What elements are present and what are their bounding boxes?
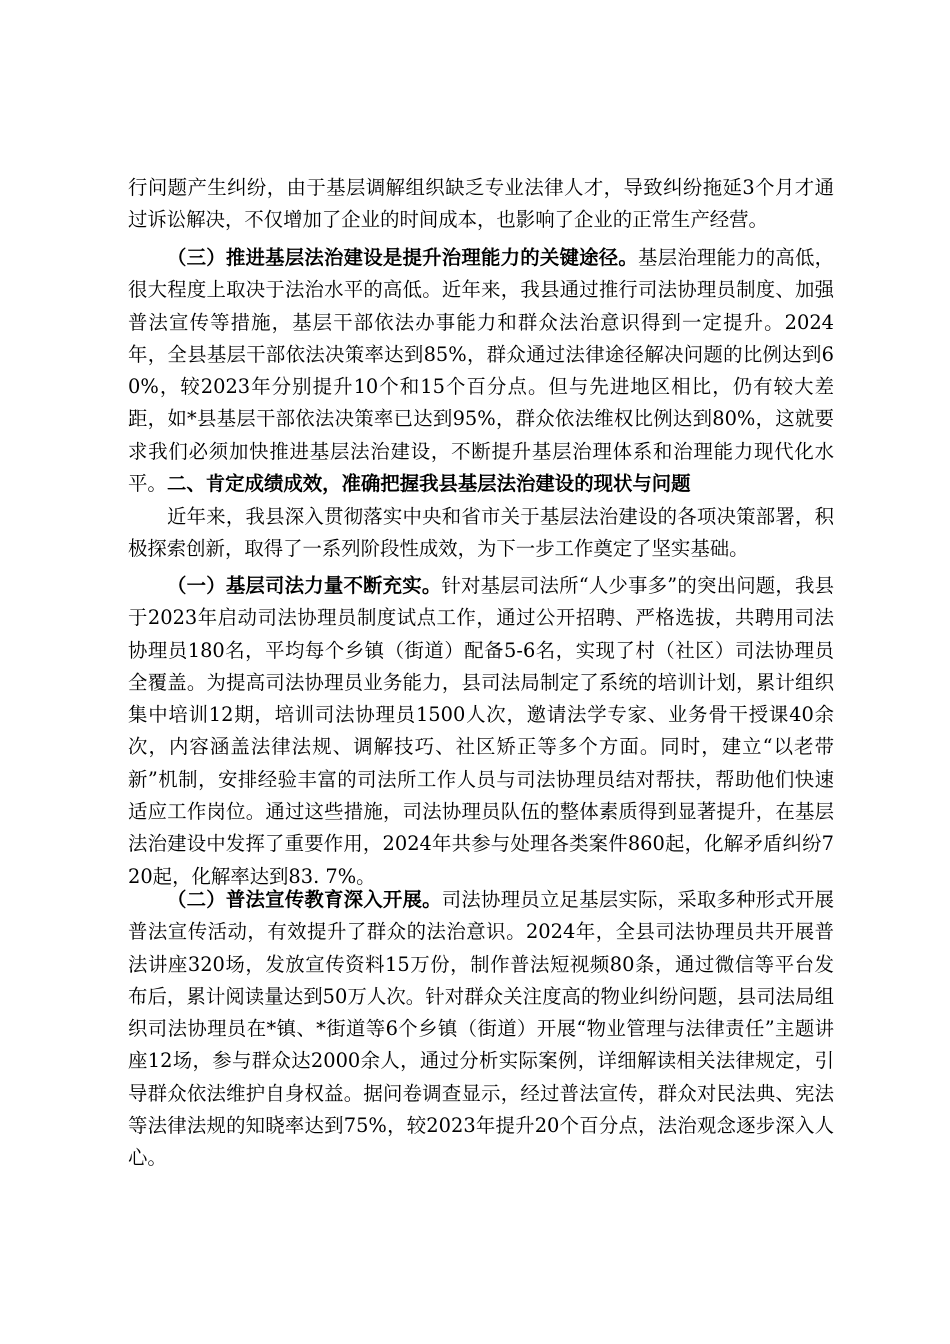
paragraph-text: 司法协理员立足基层实际，采取多种形式开展普法宣传活动，有效提升了群众的法治意识。2024年，全县司法协理员共开展普法讲座320场，发放宣传资料15万份，制作普法短视频80条，通过微信等平台发布后，累计阅读量达到50万人次。针对群众关注度高的物业纠纷问题，县司法局组织司法协理员在*镇、*街道等6个乡镇（街道）开展“物业管理与法律责任”主题讲座12场，参与群众达2000余人，通过分析实际案例，详细解读相关法律规定，引导群众依法维护自身权益。据问卷调查显示，经过普法宣传，群众对民法典、宪法等法律法规的知晓率达到75%，较2023年提升20个百分点，法治观念逐步深入人心。 [128, 888, 835, 1170]
paragraph-intro [128, 501, 834, 566]
chapter-heading: 二、肯定成绩成效，准确把握我县基层法治建设的现状与问题 [167, 472, 691, 495]
paragraph-text: 针对基层司法所“人少事多”的突出问题，我县于2023年启动司法协理员制度试点工作，通过公开招聘、严格选拔，共聘用司法协理员180名，平均每个乡镇（街道）配备5-6名，实现了村（社区）司法协理员全覆盖。为提高司法协理员业务能力，县司法局制定了系统的培训计划，累计组织集中培训12期，培训司法协理员1500人次，邀请法学专家、业务骨干授课40余次，内容涵盖法律法规、调解技巧、社区矫正等多个方面。同时，建立“以老带新”机制，安排经验丰富的司法所工作人员与司法协理员结对帮扶，帮助他们快速适应工作岗位。通过这些措施，司法协理员队伍的整体素质得到显著提升，在基层法治建设中发挥了重要作用，2024年共参与处理各类案件860起，化解矛盾纠纷720起，化解率达到83. 7%。 [128, 574, 834, 888]
paragraph-subsection-2 [128, 884, 834, 1175]
paragraph-continuation [128, 172, 834, 237]
section-lead-heading: （一）基层司法力量不断充实。 [167, 574, 442, 597]
section-lead-heading: （二）普法宣传教育深入开展。 [167, 888, 442, 911]
paragraph-section-3 [128, 242, 834, 500]
section-lead-heading: （三）推进基层法治建设是提升治理能力的关键途径。 [167, 246, 638, 269]
paragraph-subsection-1 [128, 570, 834, 893]
paragraph-text: 近年来，我县深入贯彻落实中央和省市关于基层法治建设的各项决策部署，积极探索创新，取得了一系列阶段性成效，为下一步工作奠定了坚实基础。 [128, 505, 834, 561]
paragraph-text: 行问题产生纠纷，由于基层调解组织缺乏专业法律人才，导致纠纷拖延3个月才通过诉讼解决，不仅增加了企业的时间成本，也影响了企业的正常生产经营。 [128, 176, 834, 232]
paragraph-text: 基层治理能力的高低，很大程度上取决于法治水平的高低。近年来，我县通过推行司法协理员制度、加强普法宣传等措施，基层干部依法办事能力和群众法治意识得到一定提升。2024年，全县基层干部依法决策率达到85%，群众通过法律途径解决问题的比例达到60%，较2023年分别提升10个和15个百分点。但与先进地区相比，仍有较大差距，如*县基层干部依法决策率已达到95%，群众依法维权比例达到80%，这就要求我们必须加快推进基层法治建设，不断提升基层治理体系和治理能力现代化水平。 [128, 246, 835, 496]
